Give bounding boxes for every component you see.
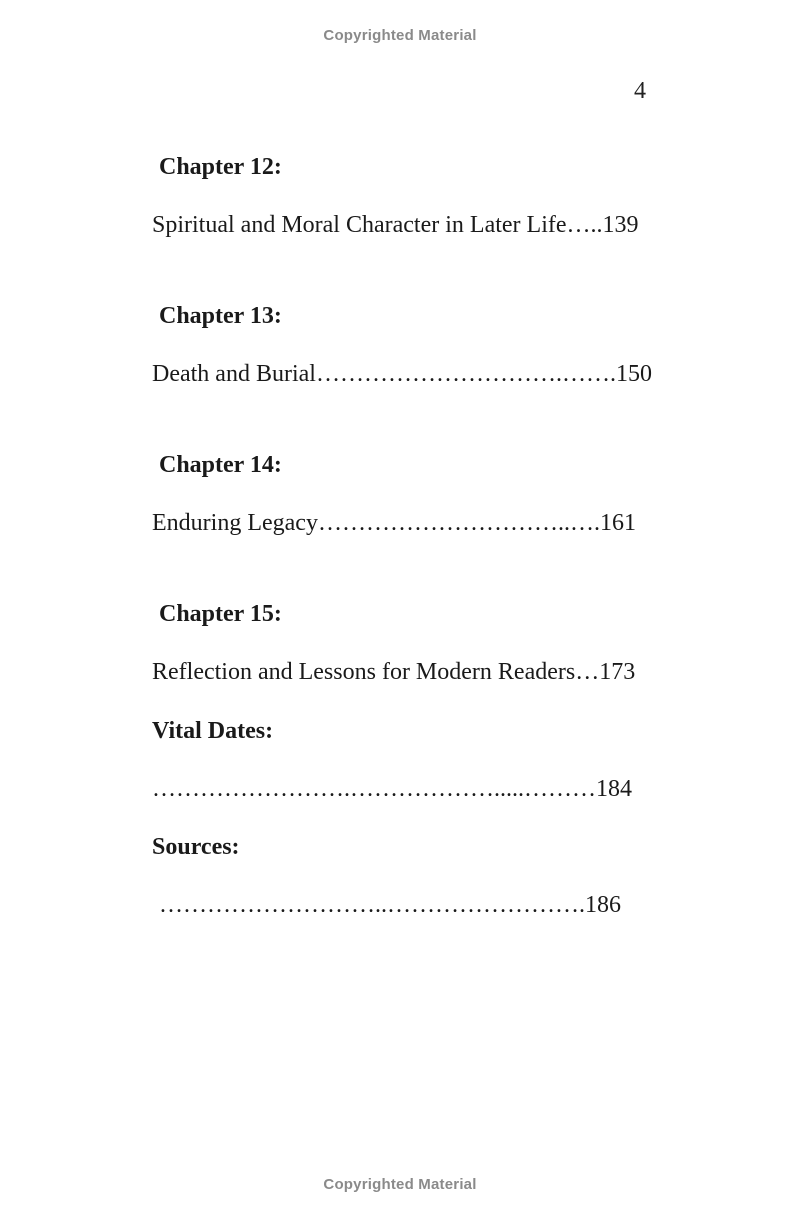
vital-dates-heading: Vital Dates: [152,718,274,744]
sources-entry: ………………………..…………………….186 [159,892,621,918]
chapter-14-entry: Enduring Legacy…………………………..….161 [152,510,636,536]
chapter-15-heading: Chapter 15: [159,601,282,627]
copyright-watermark-bottom: Copyrighted Material [323,1176,477,1193]
chapter-14-heading: Chapter 14: [159,452,282,478]
sources-heading: Sources: [152,834,240,860]
chapter-13-heading: Chapter 13: [159,303,282,329]
chapter-15-entry: Reflection and Lessons for Modern Readers…173 [152,659,636,685]
vital-dates-entry: …………………….……………….....………184 [152,776,632,802]
copyright-watermark-top: Copyrighted Material [323,27,477,44]
chapter-12-heading: Chapter 12: [159,154,282,180]
chapter-13-entry: Death and Burial………………………….…….150 [152,361,652,387]
chapter-12-entry: Spiritual and Moral Character in Later Life…..139 [152,212,639,238]
page-number: 4 [634,78,646,104]
